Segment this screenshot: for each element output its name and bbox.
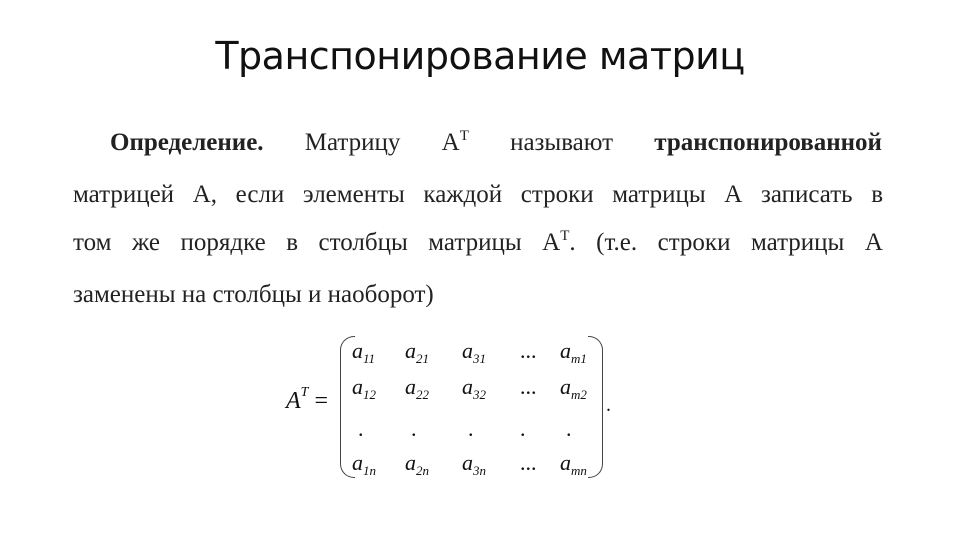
word: столбцы	[318, 229, 408, 256]
word: A	[724, 181, 743, 208]
definition-label: Определение.	[110, 129, 264, 156]
matrix-cell: .	[566, 416, 572, 441]
word: матрицы	[750, 229, 845, 256]
matrix-cell: ...	[520, 450, 537, 475]
matrix-cell: .	[468, 416, 474, 441]
word: же	[131, 229, 160, 256]
word: матрицы	[428, 229, 522, 256]
matrix-cell: $a_{31}$	[462, 338, 486, 366]
matrix-cell: .	[358, 416, 364, 441]
word: матрицы	[612, 181, 706, 208]
word: A,	[192, 181, 217, 208]
matrix-cell: .	[411, 416, 417, 441]
matrix-cell: ...	[520, 374, 537, 399]
definition-line-4: заменены на столбцы и наоборот)	[73, 281, 434, 308]
word: называют	[510, 129, 614, 156]
matrix-cell: $a_{32}$	[462, 374, 486, 402]
matrix-cell: .	[520, 416, 526, 441]
matrix-cell: $a_{3n}$	[462, 450, 486, 478]
matrix-cell: $a_{2n}$	[405, 450, 429, 478]
word: том	[73, 229, 112, 256]
matrix-cell: ...	[520, 338, 537, 363]
matrix-cell: $a_{m2}$	[560, 374, 587, 402]
definition-line-1	[110, 129, 882, 157]
formula-lhs: $A^T$ =	[286, 385, 329, 414]
matrix-cell: $a_{12}$	[352, 374, 376, 402]
word: Матрицу	[304, 129, 401, 156]
word: в	[286, 229, 299, 256]
matrix-cell: $a_{21}$	[405, 338, 429, 366]
word: в	[871, 181, 883, 208]
word: A	[864, 229, 883, 256]
matrix-cell: $a_{11}$	[352, 338, 376, 366]
word: строки	[520, 181, 594, 208]
transposed-term: транспонированной	[654, 129, 882, 156]
word: матрицей	[73, 181, 175, 208]
matrix-cell: $a_{1n}$	[352, 450, 376, 478]
formula-period: .	[606, 394, 611, 416]
definition-line-2	[73, 181, 883, 209]
word: порядке	[180, 229, 266, 256]
word: записать	[760, 181, 853, 208]
word: элементы	[302, 181, 405, 208]
transpose-formula	[282, 332, 622, 482]
word: если	[235, 181, 285, 208]
word: каждой	[423, 181, 503, 208]
matrix-cell: $a_{mn}$	[560, 450, 587, 478]
slide-title: Транспонирование матриц	[215, 34, 745, 78]
word: строки	[657, 229, 731, 256]
word: (т.е.	[596, 229, 638, 256]
matrix-a-transposed: $A^T$	[441, 128, 469, 156]
matrix-cell: $a_{22}$	[405, 374, 429, 402]
matrix-a-transposed: $A^T$.	[542, 228, 576, 256]
matrix-cell: $a_{m1}$	[560, 338, 587, 366]
definition-line-3	[73, 229, 883, 257]
